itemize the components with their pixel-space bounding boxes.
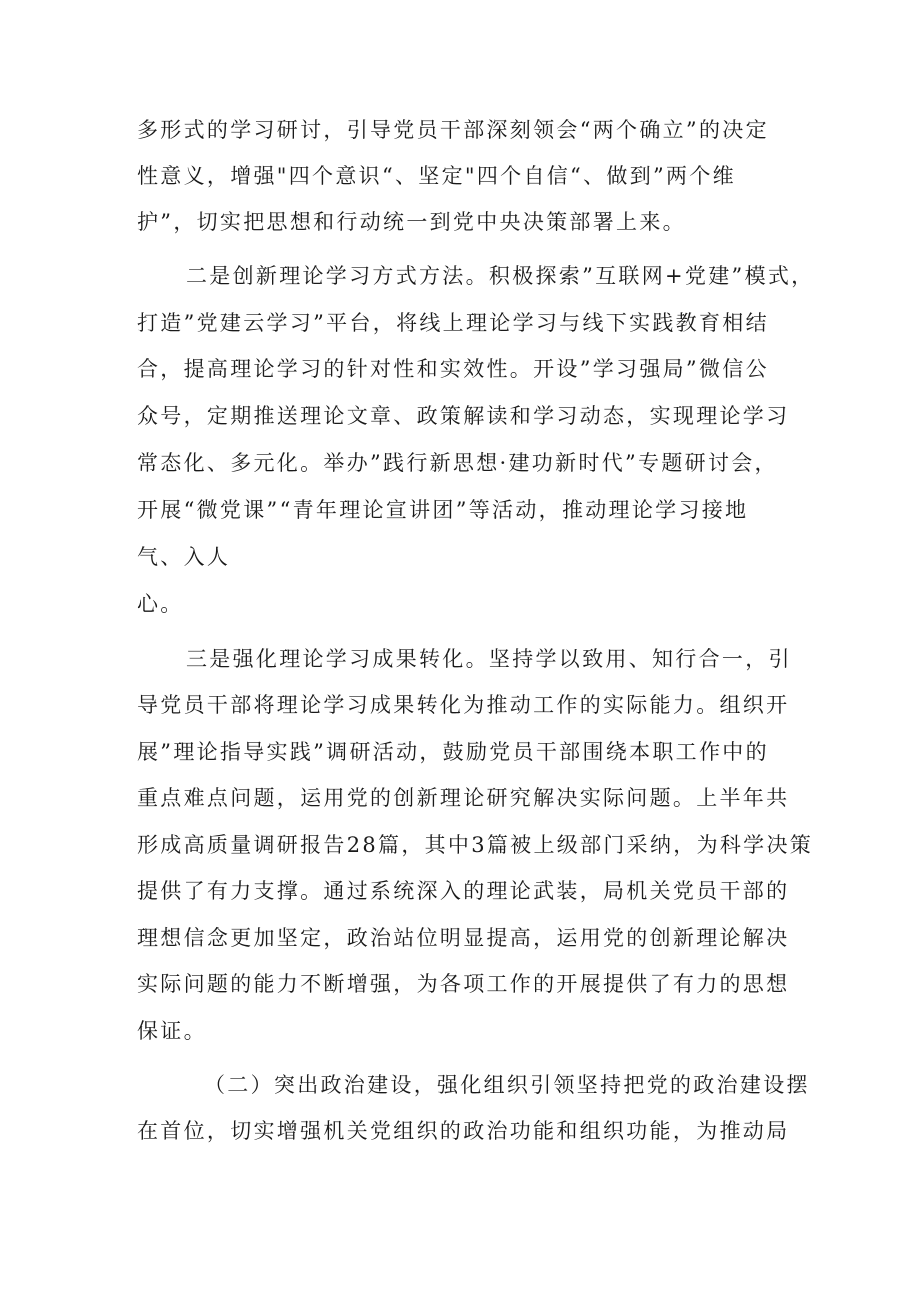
- text-line-7: 众号，定期推送理论文章、政策解读和学习动态，实现理论学习: [137, 404, 790, 428]
- text-line-15: 重点难点问题，运用党的创新理论研究解决实际问题。上半年共: [137, 786, 790, 810]
- text-line-16: 形成高质量调研报告28篇，其中3篇被上级部门采纳，为科学决策: [137, 833, 814, 857]
- text-line-18: 理想信念更加坚定，政治站位明显提高，运用党的创新理论解决: [137, 926, 790, 950]
- text-line-3: 护”，切实把思想和行动统一到党中央决策部署上来。: [137, 210, 686, 234]
- text-line-1: 多形式的学习研讨，引导党员干部深刻领会“两个确立”的决定: [137, 118, 769, 142]
- text-line-10: 气、入人: [137, 545, 231, 569]
- text-line-5: 打造”党建云学习”平台，将线上理论学习与线下实践教育相结: [137, 311, 769, 335]
- text-line-21: （二）突出政治建设，强化组织引领坚持把党的政治建设摆: [204, 1073, 810, 1097]
- text-line-13: 导党员干部将理论学习成果转化为推动工作的实际能力。组织开: [137, 693, 790, 717]
- text-line-11: 心。: [137, 592, 184, 616]
- text-line-20: 保证。: [137, 1019, 207, 1043]
- text-line-22: 在首位，切实增强机关党组织的政治功能和组织功能，为推动局: [137, 1119, 790, 1143]
- text-line-17: 提供了有力支撑。通过系统深入的理论武装，局机关党员干部的: [137, 879, 790, 903]
- text-line-4: 二是创新理论学习方式方法。积极探索”互联网+党建”模式，: [186, 264, 815, 288]
- text-line-6: 合，提高理论学习的针对性和实效性。开设”学习强局”微信公: [137, 357, 769, 381]
- text-line-2: 性意义，增强"四个意识“、坚定"四个自信“、做到”两个维: [137, 164, 736, 188]
- text-line-19: 实际问题的能力不断增强，为各项工作的开展提供了有力的思想: [137, 972, 790, 996]
- text-line-9: 开展“微党课”“青年理论宣讲团”等活动，推动理论学习接地: [137, 498, 749, 522]
- text-line-12: 三是强化理论学习成果转化。坚持学以致用、知行合一，引: [186, 647, 792, 671]
- text-line-14: 展”理论指导实践”调研活动，鼓励党员干部围绕本职工作中的: [137, 740, 769, 764]
- text-line-8: 常态化、多元化。举办”践行新思想·建功新时代”专题研讨会，: [137, 451, 778, 475]
